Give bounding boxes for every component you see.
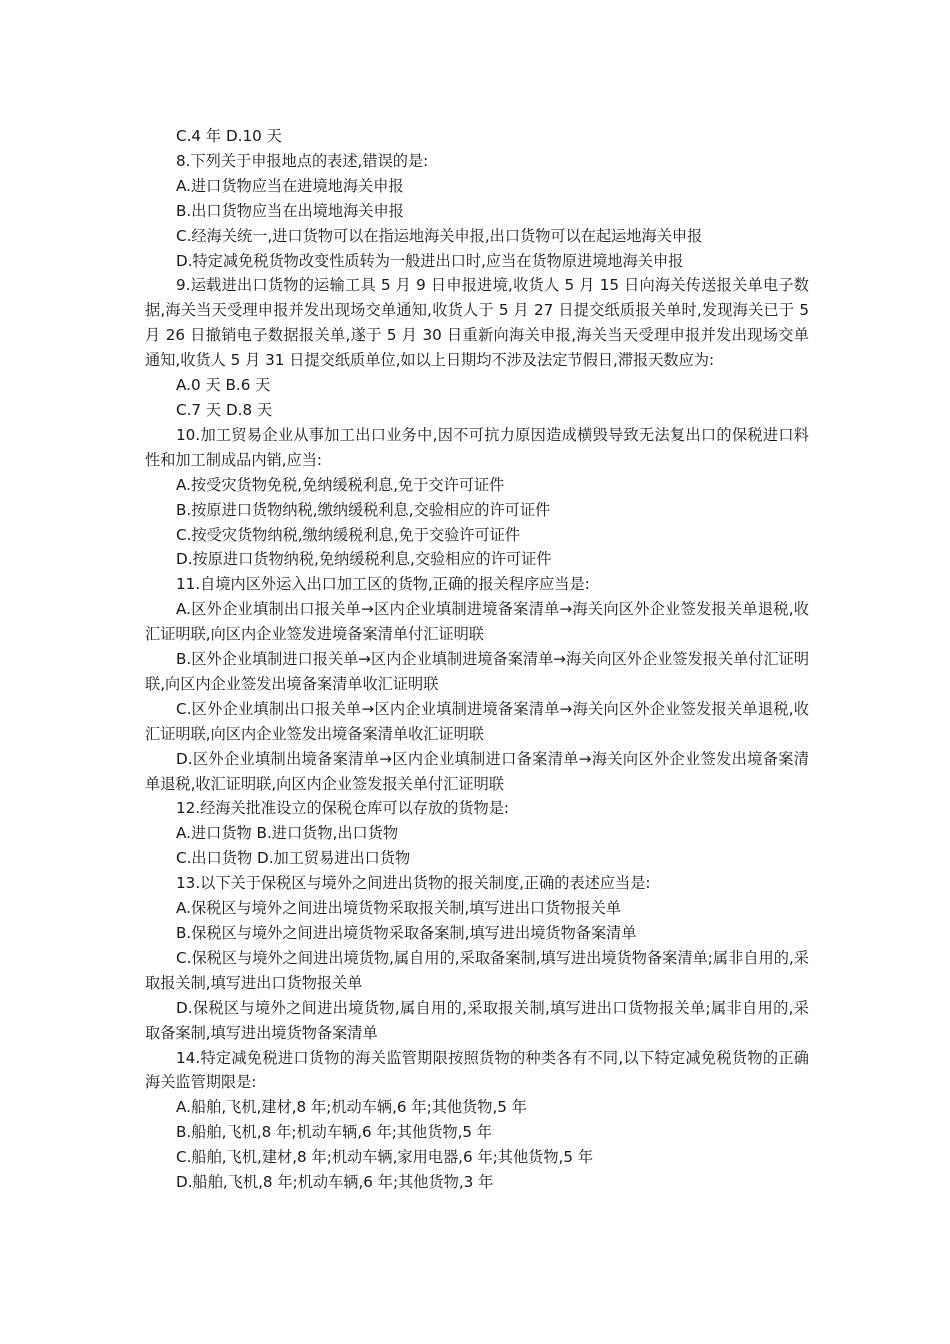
question-13-option-b: B.保税区与境外之间进出境货物采取备案制,填写进出境货物备案清单 [176,924,637,942]
question-8: 8.下列关于申报地点的表述,错误的是: [176,151,429,170]
question-14-option-a: A.船舶,飞机,建材,8 年;机动车辆,6 年;其他货物,5 年 [176,1098,527,1117]
question-12-options-ab: A.进口货物 B.进口货物,出口货物 [176,824,399,843]
question-10-option-b: B.按原进口货物纳税,缴纳缓税利息,交验相应的许可证件 [176,500,551,519]
question-11-option-b: B.区外企业填制进口报关单→区内企业填制进境备案清单→海关向区外企业签发报关单付汇证明联,向区内企业签发出境备案清单收汇证明联 [145,650,810,693]
question-10-option-d: D.按原进口货物纳税,免纳缓税利息,交验相应的许可证件 [176,550,552,569]
question-8-option-c: C.经海关统一,进口货物可以在指运地海关申报,出口货物可以在起运地海关申报 [176,226,703,245]
question-9-options-ab: A.0 天 B.6 天 [176,376,271,395]
question-13-option-c: C.保税区与境外之间进出境货物,属自用的,采取备案制,填写进出境货物备案清单;属非自用的,采取报关制,填写进出口货物报关单 [145,948,809,992]
question-13-option-d: D.保税区与境外之间进出境货物,属自用的,采取报关制,填写进出口货物报关单;属非自用的,采取备案制,填写进出境货物备案清单 [145,998,809,1042]
question-13: 13.以下关于保税区与境外之间进出货物的报关制度,正确的表述应当是: [176,874,651,893]
question-14-option-d: D.船舶,飞机,8 年;机动车辆,6 年;其他货物,3 年 [176,1173,494,1192]
question-9: 9.运载进出口货物的运输工具 5 月 9 日申报进境,收货人 5 月 15 日向海关传送报关单电子数据,海关当天受理申报并发出现场交单通知,收货人于 5 月 27 日提交纸质报关单时,发现海关已于 5 月 26 日撤销电子数据报关单,遂于 5 月 30 日重新向海关申报,海关当天受理申报并发出现场交单通知,收货人 5 月 31 日提交纸质单位,如以上日期均不涉及法定节假日,滞报天数应为: [145,276,809,370]
question-11-option-c: C.区外企业填制出口报关单→区内企业填制进境备案清单→海关向区外企业签发报关单退税,收汇证明联,向区内企业签发出境备案清单收汇证明联 [145,699,809,743]
document-body [145,124,809,1195]
question-14-option-b: B.船舶,飞机,8 年;机动车辆,6 年;其他货物,5 年 [176,1123,493,1142]
question-9-options-cd: C.7 天 D.8 天 [176,400,273,419]
question-8-option-a: A.进口货物应当在进境地海关申报 [176,176,404,195]
question-14-option-c: C.船舶,飞机,建材,8 年;机动车辆,家用电器,6 年;其他货物,5 年 [176,1148,594,1167]
question-10-option-a: A.按受灾货物免税,免纳缓税利息,免于交许可证件 [176,475,505,494]
question-8-option-b: B.出口货物应当在出境地海关申报 [176,201,404,220]
question-11-option-d: D.区外企业填制出境备案清单→区内企业填制进口备案清单→海关向区外企业签发出境备案清单退税,收汇证明联,向区内企业签发报关单付汇证明联 [145,749,809,793]
question-12-options-cd: C.出口货物 D.加工贸易进出口货物 [176,849,411,868]
question-14: 14.特定减免税进口货物的海关监管期限按照货物的种类各有不同,以下特定减免税货物的正确海关监管期限是: [145,1048,809,1092]
question-11-option-a: A.区外企业填制出口报关单→区内企业填制进境备案清单→海关向区外企业签发报关单退税,收汇证明联,向区内企业签发进境备案清单付汇证明联 [145,600,809,644]
question-11: 11.自境内区外运入出口加工区的货物,正确的报关程序应当是: [176,575,590,594]
question-12: 12.经海关批准设立的保税仓库可以存放的货物是: [176,799,510,818]
question-10-option-c: C.按受灾货物纳税,缴纳缓税利息,免于交验许可证件 [176,525,521,544]
question-8-option-d: D.特定减免税货物改变性质转为一般进出口时,应当在货物原进境地海关申报 [176,251,684,270]
question-10: 10.加工贸易企业从事加工出口业务中,因不可抗力原因造成横毁导致无法复出口的保税进口料性和加工制成品内销,应当: [145,425,809,469]
option-line: C.4 年 D.10 天 [176,127,282,145]
question-13-option-a: A.保税区与境外之间进出境货物采取报关制,填写进出口货物报关单 [176,899,622,918]
